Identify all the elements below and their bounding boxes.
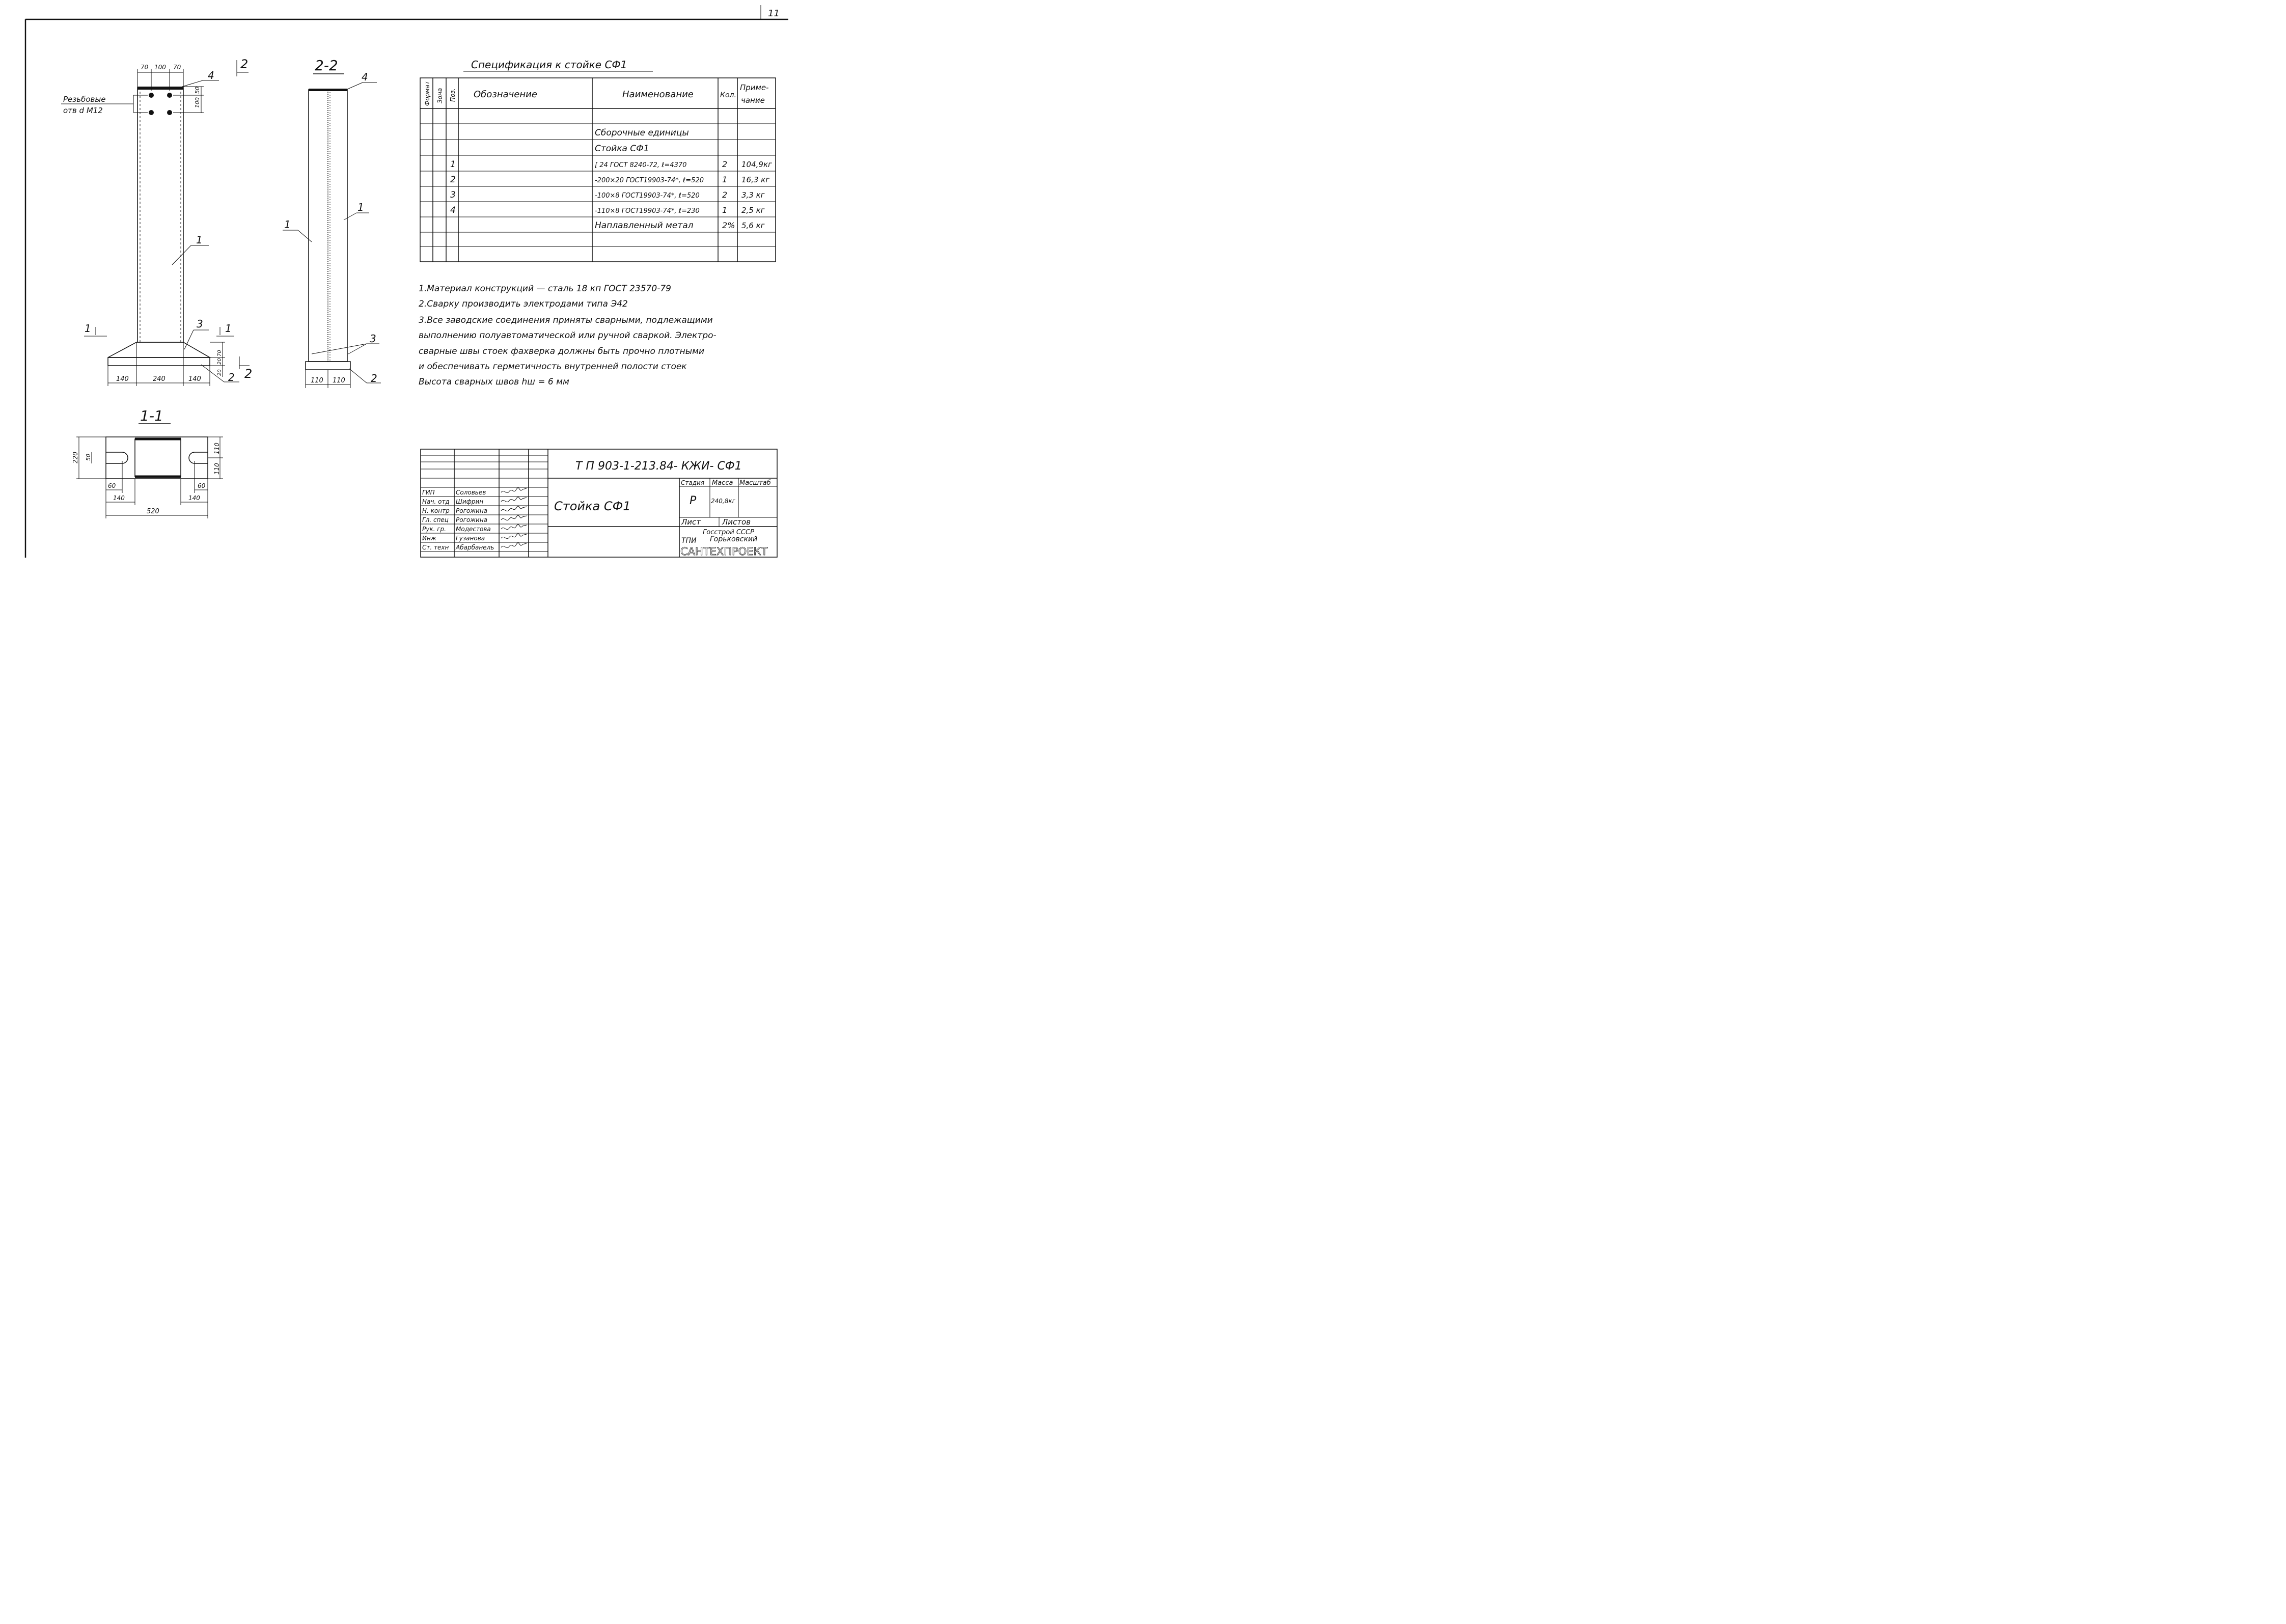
spec-header-format: Формат [424, 81, 431, 106]
tb-person-role: Инж [422, 535, 436, 542]
dim-base-2: 20 [217, 358, 223, 365]
spec-row-note: 5,6 кг [741, 221, 765, 230]
spec-header-name: Наименование [622, 89, 694, 100]
section-1-1-dim-r2: 110 [213, 463, 221, 475]
signature [501, 534, 527, 539]
main-view [61, 57, 252, 386]
spec-header-note-2: чание [741, 96, 765, 105]
bolt-hole [149, 110, 154, 115]
tb-person-role: Н. контр [422, 507, 450, 514]
section-mark-1-right: 1 [225, 322, 232, 335]
spec-row-note: 104,9кг [741, 160, 772, 169]
spec-row-name: -110×8 ГОСТ19903-74*, ℓ=230 [595, 207, 700, 215]
note-line-1: 1.Материал конструкций — сталь 18 кп ГОСТ 23570-79 [419, 284, 671, 294]
tb-sheet-label: Лист [681, 517, 701, 527]
note-line-2: 2.Сварку производить электродами типа Э42 [419, 299, 628, 309]
spec-row-qty: 1 [722, 205, 728, 215]
title-block [421, 449, 777, 558]
dim-right-1: 50 [194, 87, 201, 94]
spec-row-pos: 4 [450, 205, 456, 215]
section-2-2-title: 2-2 [315, 57, 338, 74]
dim-bottom-2: 240 [153, 375, 166, 383]
tb-person-role: Нач. отд [422, 498, 450, 505]
tb-person-role: Рук. гр. [422, 526, 446, 533]
note-line-7: Высота сварных швов hш = 6 мм [419, 377, 569, 387]
column-body [137, 88, 183, 342]
section-1-1-dim-220: 220 [72, 452, 79, 463]
pos-4-label: 4 [208, 69, 214, 81]
pos-1-label: 1 [196, 234, 203, 246]
tb-org-1: Госстрой СССР [703, 529, 754, 536]
note-line-3: 3.Все заводские соединения приняты сварными, подлежащими [419, 315, 713, 325]
dim-base-1: 70 [217, 350, 223, 356]
section-1-1-plate [106, 437, 208, 479]
section-mark-2-bottom: 2 [244, 367, 253, 381]
spec-row-pos: 2 [450, 175, 456, 185]
section-mark-2-top: 2 [240, 57, 249, 71]
tb-sheets-label: Листов [722, 517, 751, 527]
slot-left [106, 452, 128, 463]
note-line-6: и обеспечивать герметичность внутренней полости стоек [419, 362, 687, 372]
tb-person-name: Гузанова [456, 535, 485, 542]
tb-org-3: САНТЕХПРОЕКТ [680, 545, 768, 558]
holes-label-1: Резьбовые [63, 95, 106, 104]
section-1-1-view [72, 407, 223, 518]
sheet-number: 11 [768, 8, 780, 19]
tb-org-prefix: ТПИ [681, 537, 697, 545]
bolt-hole [149, 93, 154, 98]
bolt-hole [167, 110, 172, 115]
section-2-2-pos-3: 3 [370, 333, 376, 345]
drawing-sheet [0, 0, 788, 560]
spec-row-name: -100×8 ГОСТ19903-74*, ℓ=520 [595, 192, 700, 200]
spec-row-name: Сборочные единицы [595, 128, 689, 138]
section-2-2-pos-1-right: 1 [357, 201, 364, 213]
section-1-1-title: 1-1 [140, 407, 163, 424]
section-2-2-base [306, 362, 350, 370]
tb-object-name: Стойка СФ1 [554, 499, 631, 513]
spec-row-name: -200×20 ГОСТ19903-74*, ℓ=520 [595, 177, 704, 184]
tb-person-role: Гл. спец [422, 516, 449, 524]
general-notes [419, 284, 717, 387]
section-1-1-column [135, 439, 181, 477]
spec-table [420, 59, 776, 262]
spec-header-note-1: Приме- [740, 83, 769, 92]
dim-base-3: 20 [217, 369, 223, 376]
top-plate [137, 87, 183, 90]
spec-row-name: Стойка СФ1 [595, 144, 649, 154]
tb-org-2: Горьковский [710, 535, 758, 543]
section-1-1-dim-r1: 110 [213, 443, 221, 454]
section-1-1-dim-60-right: 60 [198, 482, 206, 489]
spec-row-qty: 2 [722, 190, 728, 200]
section-2-2-view [283, 57, 381, 388]
tb-person-role: Ст. техн [422, 544, 449, 551]
section-2-2-pos-2: 2 [371, 372, 377, 384]
tb-person-name: Шифрин [456, 498, 484, 505]
section-mark-1-left: 1 [85, 322, 91, 335]
dim-top-2: 100 [154, 64, 166, 71]
tb-person-name: Рогожина [456, 516, 488, 524]
base-plate [108, 357, 210, 366]
slot-right [189, 452, 208, 463]
tb-stage-header: Стадия [681, 479, 705, 486]
section-1-1-dim-total: 520 [147, 508, 159, 515]
tb-person-name: Абарбанель [456, 544, 494, 551]
tb-person-name: Рогожина [456, 507, 488, 514]
section-2-2-pos-1-left: 1 [284, 218, 291, 231]
section-1-1-dim-60-left: 60 [108, 482, 116, 489]
section-2-2-dim-2: 110 [333, 377, 345, 384]
signature [501, 525, 527, 530]
spec-row-qty: 2% [722, 221, 735, 230]
base-gussets [108, 342, 210, 357]
spec-row-name: Наплавленный метал [595, 221, 694, 231]
spec-rows [450, 128, 772, 231]
tb-mass-header: Масса [712, 479, 733, 487]
pos-3-label: 3 [197, 318, 203, 330]
signature [501, 488, 527, 493]
signature [501, 543, 527, 548]
spec-row-qty: 1 [722, 175, 728, 184]
dim-right-2: 100 [194, 97, 201, 108]
dim-top-3: 70 [173, 64, 181, 71]
tb-scale-header: Масштаб [739, 479, 771, 487]
holes-label-2: отв d M12 [63, 106, 103, 115]
spec-row-note: 3,3 кг [741, 190, 765, 200]
spec-header-pos: Поз. [449, 88, 456, 102]
signature [501, 497, 527, 502]
signature [501, 506, 527, 511]
spec-title: Спецификация к стойке СФ1 [471, 59, 627, 71]
tb-people [422, 488, 527, 551]
tb-person-name: Модестова [456, 526, 491, 533]
tb-person-name: Соловьев [456, 489, 486, 496]
spec-header-designation: Обозначение [474, 89, 537, 100]
dim-bottom-3: 140 [188, 375, 201, 383]
spec-header-zone: Зона [436, 88, 444, 103]
section-1-1-dim-50: 50 [85, 454, 92, 461]
spec-header-qty: Кол. [720, 91, 736, 99]
pos-2-label: 2 [228, 371, 235, 383]
spec-row-pos: 1 [450, 159, 456, 170]
dim-bottom-1: 140 [116, 375, 129, 383]
tb-mass: 240,8кг [711, 498, 735, 505]
spec-row-pos: 3 [450, 190, 456, 200]
spec-row-name: [ 24 ГОСТ 8240-72, ℓ=4370 [595, 161, 687, 169]
spec-row-qty: 2 [722, 159, 728, 169]
section-1-1-dim-140-left: 140 [113, 494, 125, 502]
section-2-2-dim-1: 110 [311, 377, 323, 384]
tb-person-role: ГИП [422, 489, 435, 496]
bolt-hole [167, 93, 172, 98]
section-2-2-pos-4: 4 [362, 71, 368, 83]
section-1-1-dim-140-right: 140 [188, 494, 200, 502]
note-line-5: сварные швы стоек фахверка должны быть прочно плотными [419, 346, 704, 356]
dim-top-1: 70 [141, 64, 149, 71]
spec-row-note: 16,3 кг [741, 175, 770, 184]
tb-stage: Р [690, 494, 697, 507]
tb-code: Т П 903-1-213.84- КЖИ- СФ1 [575, 460, 742, 473]
note-line-4: выполнению полуавтоматической или ручной сваркой. Электро- [419, 331, 717, 341]
spec-row-note: 2,5 кг [741, 206, 765, 215]
signature [501, 515, 527, 520]
